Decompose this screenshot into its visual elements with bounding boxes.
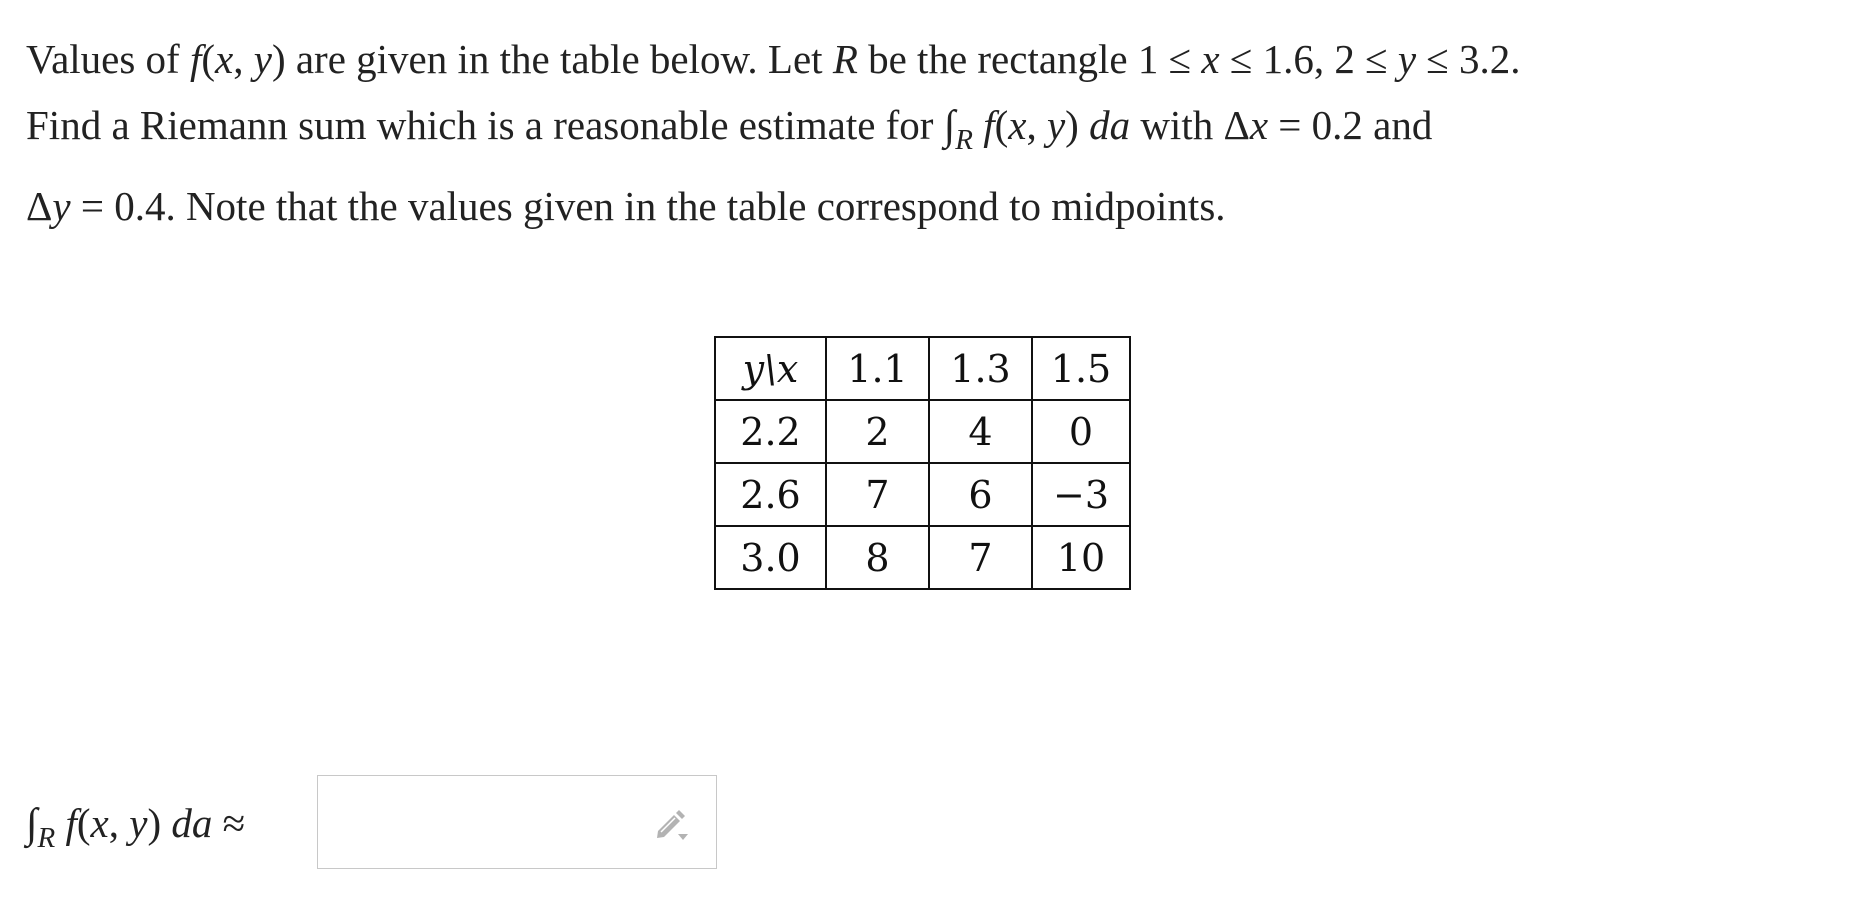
problem-statement (26, 26, 1856, 239)
table-cell: 6 (929, 463, 1032, 526)
table-cell: 7 (826, 463, 929, 526)
pencil-icon[interactable] (652, 804, 692, 844)
x-header: 1.1 (826, 337, 929, 400)
table-cell: 8 (826, 526, 929, 589)
y-header: 2.6 (715, 463, 826, 526)
table-cell: 10 (1032, 526, 1130, 589)
problem-line-2: Find a Riemann sum which is a reasonable estimate for $\int_R$ f(x, y) da with Δx = 0.2 and (26, 102, 1433, 156)
x-header: 1.3 (929, 337, 1032, 400)
table-row (715, 526, 1130, 589)
table-cell: −3 (1032, 463, 1130, 526)
table-cell: 4 (929, 400, 1032, 463)
y-header: 2.2 (715, 400, 826, 463)
values-table (714, 336, 1131, 590)
answer-input-box[interactable] (317, 775, 717, 869)
table-cell: 7 (929, 526, 1032, 589)
table-header-row (715, 337, 1130, 400)
table-cell: 2 (826, 400, 929, 463)
answer-label: $\int_R$ f(x, y) da ≈ (26, 800, 246, 854)
answer-input[interactable] (324, 782, 628, 864)
x-header: 1.5 (1032, 337, 1130, 400)
table-row (715, 463, 1130, 526)
table-corner-header: y\x (715, 337, 826, 400)
problem-line-3: Δy = 0.4. Note that the values given in the table correspond to midpoints. (26, 183, 1226, 229)
table-cell: 0 (1032, 400, 1130, 463)
problem-line-1: Values of f(x, y) are given in the table below. Let R be the rectangle 1 ≤ x ≤ 1.6, 2 ≤ y ≤ 3.2. (26, 36, 1521, 82)
y-header: 3.0 (715, 526, 826, 589)
values-table-container (714, 336, 1131, 590)
table-row (715, 400, 1130, 463)
